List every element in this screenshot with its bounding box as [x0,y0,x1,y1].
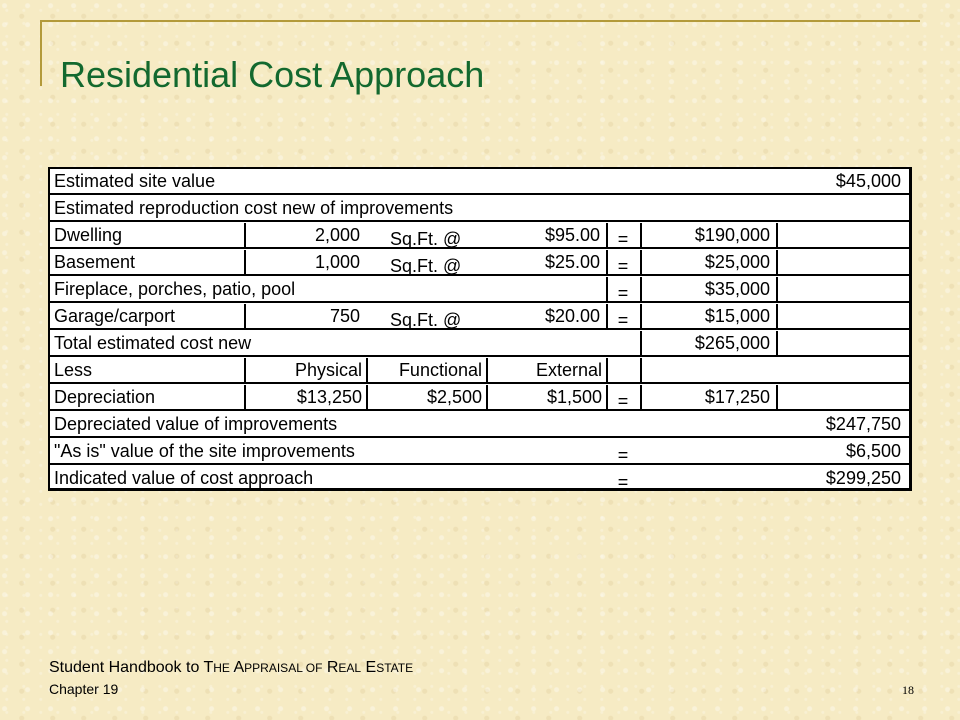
column-divider [776,304,778,328]
row-value: $17,250 [704,387,770,407]
table-row-garage [50,304,909,330]
external-value: $1,500 [546,387,602,407]
footer-title-part: EAL [338,661,362,675]
footer-title-part: PPRAISAL OF [244,661,323,675]
row-label: Depreciation [54,387,156,407]
external-header: External [535,360,602,380]
table-row-reproduction-cost [50,196,909,222]
table-row-basement [50,250,909,276]
column-divider [776,385,778,409]
rate-value: $95.00 [544,225,600,245]
row-label: Indicated value of cost approach [54,468,314,488]
table-row-less [50,358,909,384]
row-value: $35,000 [704,279,770,299]
size-value: 1,000 [314,252,360,272]
row-value: $265,000 [694,333,770,353]
column-divider [244,304,246,328]
cost-approach-table [48,167,912,491]
footer-title-part: E [361,659,377,676]
equals-sign: = [617,229,629,249]
column-divider [640,250,642,274]
slide-title: Residential Cost Approach [60,54,485,95]
column-divider [776,331,778,355]
table-row-depreciated-value [50,412,909,438]
unit-label: Sq.Ft. @ [390,310,462,330]
column-divider [606,250,608,274]
footer-chapter: Chapter 19 [49,681,119,697]
column-divider [640,385,642,409]
column-divider [606,385,608,409]
column-divider [606,358,608,382]
footer-title-part: A [229,659,245,676]
row-label: Fireplace, porches, patio, pool [54,279,296,299]
column-divider [776,277,778,301]
column-divider [244,250,246,274]
column-divider [640,331,642,355]
column-divider [244,223,246,247]
equals-sign: = [617,283,629,303]
size-value: 750 [329,306,360,326]
row-label: Dwelling [54,225,123,245]
footer-title-part: Student Handbook to T [49,659,214,676]
rate-value: $25.00 [544,252,600,272]
column-divider [486,385,488,409]
table-row-indicated-value [50,466,909,490]
column-divider [486,358,488,382]
row-value: $45,000 [835,171,901,191]
column-divider [640,223,642,247]
row-value: $25,000 [704,252,770,272]
column-divider [366,385,368,409]
column-divider [640,304,642,328]
row-label: Estimated site value [54,171,216,191]
row-label: Total estimated cost new [54,333,252,353]
column-divider [640,277,642,301]
functional-header: Functional [398,360,482,380]
page-number: 18 [902,683,914,697]
column-divider [640,358,642,382]
rate-value: $20.00 [544,306,600,326]
footer-book-title [49,659,413,677]
physical-header: Physical [294,360,362,380]
row-label: Estimated reproduction cost new of improvements [54,198,454,218]
row-value: $247,750 [825,414,901,434]
row-label: Garage/carport [54,306,176,326]
row-label: Depreciated value of improvements [54,414,338,434]
footer-title-part: HE [213,661,230,675]
column-divider [244,358,246,382]
column-divider [776,250,778,274]
row-value: $190,000 [694,225,770,245]
table-row-site-value [50,169,909,195]
column-divider [244,385,246,409]
row-value: $299,250 [825,468,901,488]
row-label: Basement [54,252,136,272]
functional-value: $2,500 [426,387,482,407]
equals-sign: = [617,445,629,465]
row-label: Less [54,360,93,380]
row-value: $6,500 [845,441,901,461]
frame-top-rule [40,20,920,22]
table-row-total-cost [50,331,909,357]
equals-sign: = [617,256,629,276]
table-row-dwelling [50,223,909,249]
equals-sign: = [617,391,629,411]
column-divider [606,223,608,247]
unit-label: Sq.Ft. @ [390,229,462,249]
table-row-as-is-value [50,439,909,465]
equals-sign: = [617,310,629,330]
row-value: $15,000 [704,306,770,326]
physical-value: $13,250 [296,387,362,407]
column-divider [776,223,778,247]
footer-title-part: R [322,659,339,676]
unit-label: Sq.Ft. @ [390,256,462,276]
column-divider [366,358,368,382]
column-divider [606,304,608,328]
size-value: 2,000 [314,225,360,245]
footer-title-part: STATE [376,661,414,675]
equals-sign: = [617,472,629,492]
table-row-fireplace [50,277,909,303]
column-divider [606,277,608,301]
row-label: "As is" value of the site improvements [54,441,355,461]
frame-left-rule [40,20,42,86]
table-row-depreciation [50,385,909,411]
